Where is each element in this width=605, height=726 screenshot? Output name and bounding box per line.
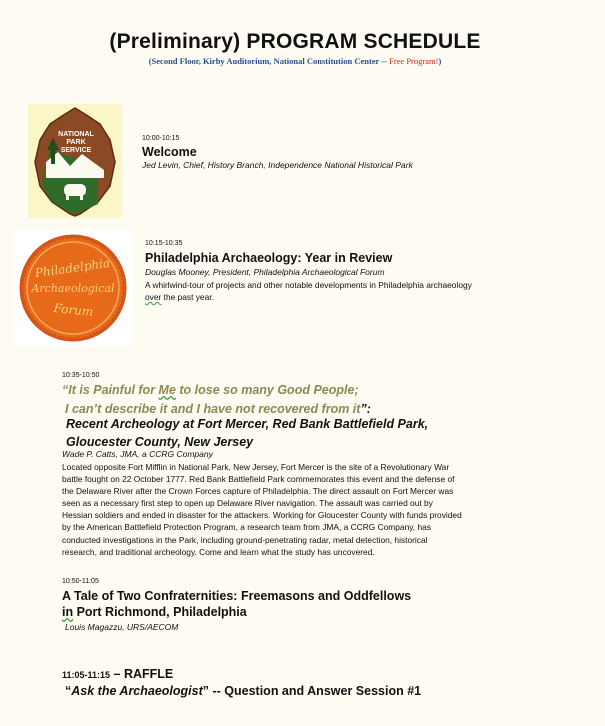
nps-line2: PARK (66, 139, 86, 146)
session-4-speaker: Louis Magazzu, URS/AECOM (65, 622, 179, 632)
paf-line3: Forum (52, 300, 94, 320)
session-2-desc-rest: the past year. (161, 292, 214, 303)
session-2-description (145, 279, 595, 303)
session-2-title: Philadelphia Archaeology: Year in Review (145, 251, 393, 265)
session-3-desc-line: research, and traditional archeology. Come and learn what the study has uncovered. (62, 546, 375, 557)
session-5-header (62, 665, 173, 683)
nps-line3: SERVICE (60, 147, 92, 154)
session-2-desc-line2 (145, 291, 595, 303)
quote-line2-text: I can’t describe it and I have not recovered from it (65, 402, 361, 416)
session-1-title: Welcome (142, 145, 197, 159)
session-3-quote-line1 (62, 381, 592, 400)
national-park-service-arrowhead-logo-icon (28, 104, 122, 218)
session-1-speaker: Jed Levin, Chief, History Branch, Independence National Historical Park (142, 160, 413, 170)
free-program-note: Free Program! (389, 56, 439, 66)
session-3-desc-line: by the American Battlefield Protection Program, a research team from JMA, a CCRG Company, has (62, 522, 431, 533)
quote-part-a: “It is Painful for (62, 383, 159, 397)
session-3-subtitle (66, 415, 596, 451)
session-5-rest: -- Question and Answer Session #1 (209, 684, 422, 698)
venue-close: ) (438, 56, 442, 66)
session-5-raffle: – RAFFLE (110, 667, 174, 681)
nps-line1: NATIONAL (58, 131, 94, 138)
venue-text: (Second Floor, Kirby Auditorium, National Constitution Center -- (148, 56, 390, 66)
session-3-desc-line: the Delaware River after the Crown Forces capture of Philadelphia. The direct assault on Fort Mercer was (62, 486, 454, 497)
session-5-title (65, 684, 421, 698)
paf-line2: Archaeological (31, 282, 115, 295)
session-2-desc-line1: A whirlwind-tour of projects and other notable developments in Philadelphia archaeology (145, 280, 472, 290)
session-3-description (62, 461, 597, 558)
session-2-time: 10:15-10:35 (145, 240, 183, 247)
quote-part-c: to lose so many Good People; (175, 383, 359, 397)
quote-end: ”: (360, 402, 371, 416)
paf-logo (13, 230, 133, 346)
session-3-desc-line: conducted investigations in the Park, including ground-penetrating radar, metal detection, historical (62, 534, 428, 545)
session-3-speaker: Wade P. Catts, JMA, a CCRG Company (62, 449, 213, 459)
session-3-desc-line: battle fought on 22 October 1777. Red Bank Battlefield Park commemorates this event and the defense of (62, 474, 455, 485)
session-4-time: 10:50-11:05 (62, 578, 99, 585)
session-4-title (62, 588, 411, 620)
quote-part-me: Me (158, 383, 176, 397)
session-4-title-rest: Port Richmond, Philadelphia (73, 605, 247, 619)
session-1-time: 10:00-10:15 (142, 135, 180, 142)
session-4-title-line1: A Tale of Two Confraternities: Freemasons and Oddfellows (62, 589, 412, 603)
session-5-quote-close: ” (202, 684, 210, 698)
session-5-quote-text: Ask the Archaeologist (71, 684, 203, 698)
venue-subtitle (0, 56, 590, 66)
session-3-subtitle-line2: Gloucester County, New Jersey (66, 435, 254, 449)
session-3-quote (62, 381, 592, 419)
session-3-desc-line: Hessian soldiers and ended in disaster for the attackers. Working for Gloucester County with funds provided (62, 510, 462, 521)
session-4-title-line2 (62, 604, 411, 620)
session-5-quote-open: “ (65, 684, 72, 698)
session-3-subtitle-line1: Recent Archeology at Fort Mercer, Red Bank Battlefield Park, (66, 417, 429, 431)
paf-line1: Philadelphia (34, 255, 111, 281)
session-4-title-in: in (62, 605, 74, 619)
nps-logo (28, 104, 122, 218)
session-3-desc-line: Located opposite Fort Mifflin in National Park, New Jersey, Fort Mercer is the site of a Revolutionary War (62, 462, 450, 472)
session-2-speaker: Douglas Mooney, President, Philadelphia Archaeological Forum (145, 267, 385, 277)
session-2-desc-over: over (145, 292, 162, 303)
session-3-desc-line: seen as a necessary first step to open up Delaware River navigation. The assault was carried out by (62, 498, 433, 509)
page-title: (Preliminary) PROGRAM SCHEDULE (109, 30, 481, 53)
philadelphia-archaeological-forum-seal-icon (13, 230, 133, 346)
session-3-time: 10:35-10:50 (62, 372, 100, 379)
session-5-time: 11:05-11:15 (62, 670, 111, 680)
